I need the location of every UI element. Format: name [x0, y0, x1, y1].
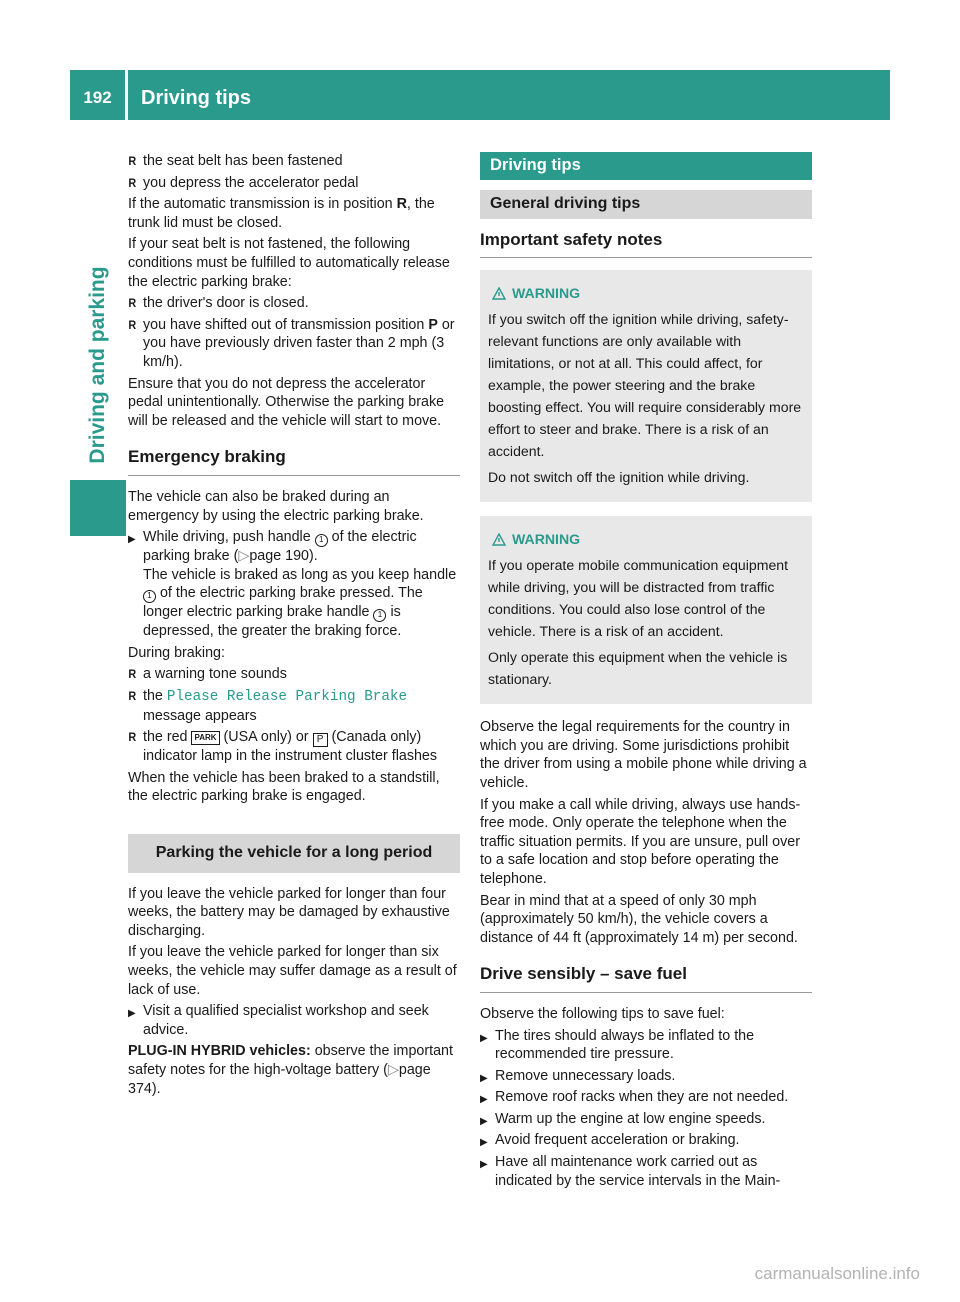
paragraph: If you make a call while driving, always use hands-free mode. Only operate the telephone when the traffic situation permits. If you are unsure, pull over to a safe location and stop before operating the telephone. [480, 796, 801, 887]
warning-triangle-icon [492, 287, 506, 300]
page-ref-arrow-icon: ▷ [238, 548, 250, 565]
instruction-step: ▶ Remove unnecessary loads. [480, 1067, 812, 1086]
list-item: R you have shifted out of transmission position P or you have previously driven faster than 2 mph (3 km/h). [128, 316, 460, 372]
section-heading-driving-tips: Driving tips [480, 152, 812, 180]
section-heading-parking-long-period: Parking the vehicle for a long period [128, 834, 460, 873]
section-tab-label: Driving and parking [86, 266, 109, 464]
warning-label: WARNING [512, 285, 581, 302]
warning-text: Do not switch off the ignition while driving. [488, 469, 750, 486]
subsection-heading-general-driving-tips: General driving tips [480, 190, 812, 219]
park-indicator-icon: PARK [191, 731, 219, 745]
page-ref-link[interactable]: page 190). [249, 548, 318, 565]
list-item: R the Please Release Parking Brake message appears [128, 687, 460, 725]
paragraph: When the vehicle has been braked to a standstill, the electric parking brake is engaged. [128, 769, 440, 805]
list-item: R the red PARK (USA only) or P (Canada only) indicator lamp in the instrument cluster flashes [128, 728, 460, 766]
paragraph: Observe the legal requirements for the country in which you are driving. Some jurisdictions prohibit the driver from using a mobile phone while driving a vehicle. [480, 719, 807, 791]
section-heading-emergency-braking: Emergency braking [128, 448, 460, 476]
paragraph: If the automatic transmission is in position R, the trunk lid must be closed. [128, 196, 435, 231]
page-ref-link[interactable]: page 374). [128, 1061, 431, 1097]
warning-box [480, 516, 812, 704]
warning-text: Only operate this equipment when the vehicle is stationary. [488, 649, 788, 688]
paragraph: PLUG-IN HYBRID vehicles: observe the important safety notes for the high-voltage battery (▷page 374). [128, 1043, 453, 1097]
warning-header [488, 528, 804, 550]
paragraph: Observe the following tips to save fuel: [480, 1005, 725, 1022]
instruction-step: ▶ Warm up the engine at low engine speeds. [480, 1110, 812, 1129]
list-item: R a warning tone sounds [128, 665, 460, 684]
instruction-step: ▶ Remove roof racks when they are not needed. [480, 1088, 812, 1107]
instruction-step: ▶ The tires should always be inflated to the recommended tire pressure. [480, 1027, 812, 1064]
handle-1-icon: 1 [143, 590, 156, 603]
instruction-step: ▶ Have all maintenance work carried out as indicated by the service intervals in the Main- [480, 1153, 812, 1190]
right-column [480, 152, 812, 1193]
paragraph: The vehicle can also be braked during an emergency by using the electric parking brake. [128, 488, 424, 524]
section-tab-marker [70, 480, 126, 536]
paragraph: During braking: [128, 644, 225, 661]
list-item: R the driver's door is closed. [128, 294, 460, 313]
paragraph: Ensure that you do not depress the accelerator pedal unintentionally. Otherwise the parking brake will be released and the vehicle will start to move. [128, 375, 445, 429]
watermark: carmanualsonline.info [754, 1264, 920, 1283]
paragraph: Bear in mind that at a speed of only 30 mph (approximately 50 km/h), the vehicle covers a distance of 44 ft (approximately 14 m) per second. [480, 892, 798, 946]
handle-1-icon: 1 [373, 609, 386, 622]
instruction-step: ▶ While driving, push handle 1 of the electric parking brake (▷page 190). The vehicle is braked as long as you keep handle 1 of the electric parking brake pressed. The longer electric parking brake handle 1 is depressed, the greater the braking force. [128, 528, 460, 641]
handle-1-icon: 1 [315, 534, 328, 547]
header-divider [125, 70, 128, 120]
page-title: Driving tips [141, 87, 252, 109]
display-message: Please Release Parking Brake [166, 689, 408, 706]
instruction-step: ▶ Visit a qualified specialist workshop and seek advice. [128, 1002, 460, 1039]
paragraph: If you leave the vehicle parked for longer than six weeks, the vehicle may suffer damage as a result of lack of use. [128, 944, 457, 998]
warning-header [488, 282, 804, 304]
warning-box [480, 270, 812, 502]
warning-label: WARNING [512, 531, 581, 548]
section-heading-save-fuel: Drive sensibly – save fuel [480, 965, 812, 993]
paragraph: If your seat belt is not fastened, the following conditions must be fulfilled to automatically release the electric parking brake: [128, 236, 450, 290]
instruction-step: ▶ Avoid frequent acceleration or braking. [480, 1131, 812, 1150]
list-item: R the seat belt has been fastened [128, 152, 460, 171]
warning-text: If you switch off the ignition while driving, safety-relevant functions are only available with limitations, or not at all. This could affect, for example, the power steering and the brake boosting effect. You will require considerably more effort to steer and brake. There is a risk of an accident. [488, 311, 802, 460]
list-item: R you depress the accelerator pedal [128, 174, 460, 193]
page-ref-arrow-icon: ▷ [387, 1061, 399, 1078]
section-heading-important-safety-notes: Important safety notes [480, 231, 812, 259]
warning-triangle-icon [492, 533, 506, 546]
parking-brake-p-indicator-icon: P [313, 733, 328, 747]
page-number: 192 [83, 88, 112, 107]
warning-text: If you operate mobile communication equipment while driving, you will be distracted from traffic conditions. You could also lose control of the vehicle. There is a risk of an accident. [488, 557, 789, 640]
left-column [128, 152, 460, 1101]
paragraph: If you leave the vehicle parked for longer than four weeks, the battery may be damaged by exhaustive discharging. [128, 885, 450, 939]
